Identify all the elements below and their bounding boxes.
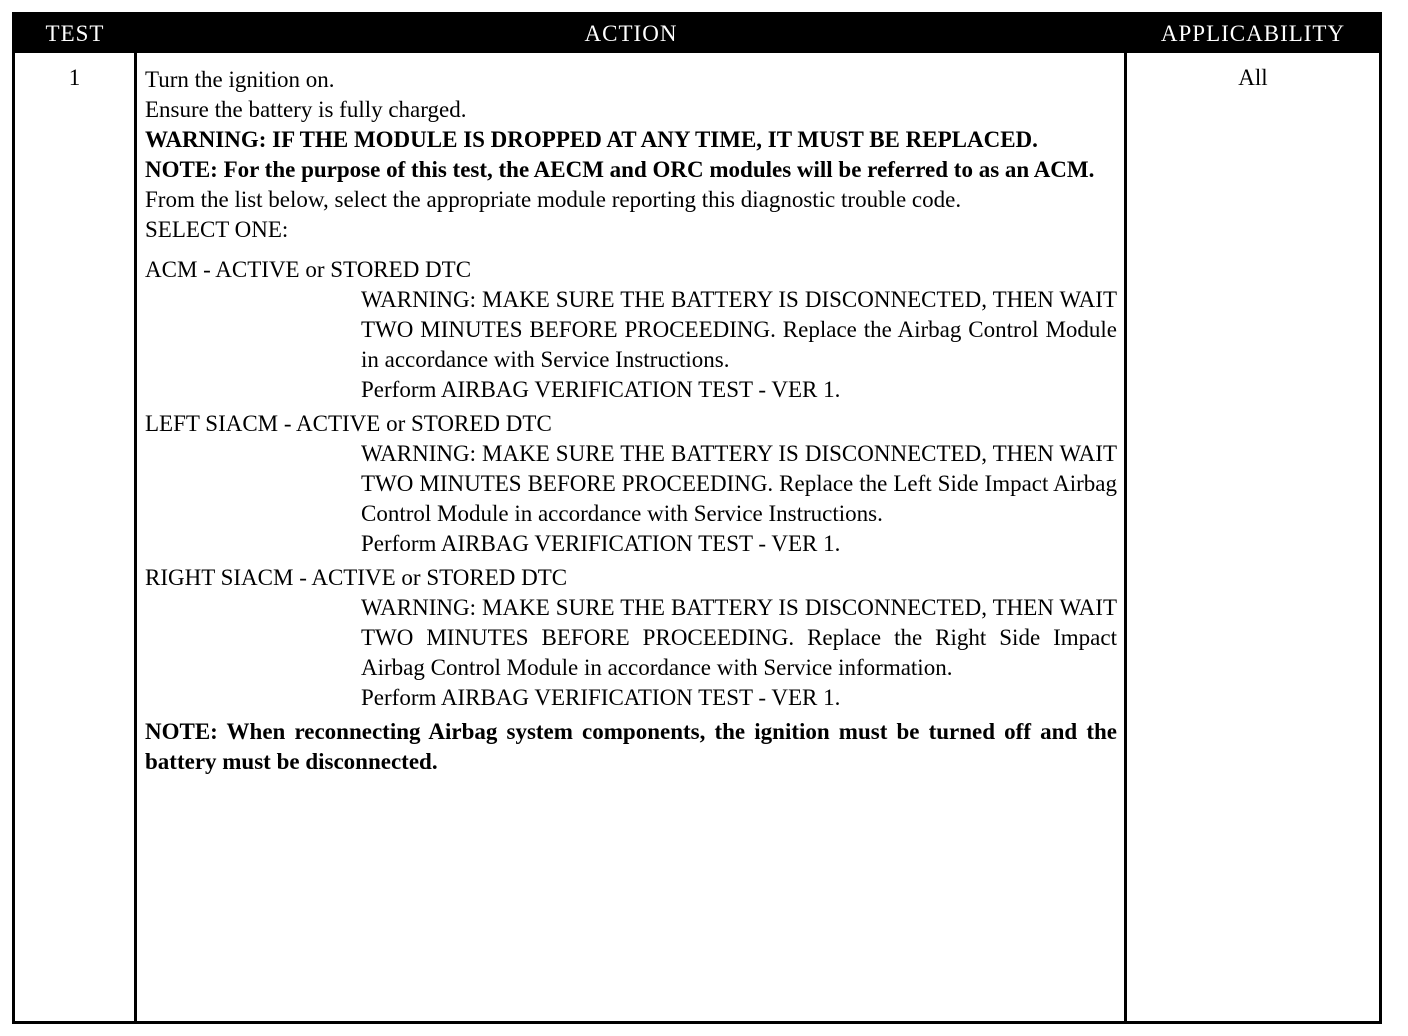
header-applicability: APPLICABILITY bbox=[1160, 21, 1346, 46]
option-body: WARNING: MAKE SURE THE BATTERY IS DISCONNECTED, THEN WAIT TWO MINUTES BEFORE PROCEEDING. Replace the Airbag Control Module in accordance with Service Instructions. bbox=[361, 287, 1117, 372]
header-action: ACTION bbox=[584, 21, 678, 46]
module-warning: WARNING: IF THE MODULE IS DROPPED AT ANY TIME, IT MUST BE REPLACED. bbox=[145, 127, 1038, 152]
option-perform: Perform AIRBAG VERIFICATION TEST - VER 1. bbox=[361, 531, 841, 556]
option-title: RIGHT SIACM - ACTIVE or STORED DTC bbox=[145, 565, 568, 590]
option-perform: Perform AIRBAG VERIFICATION TEST - VER 1. bbox=[361, 377, 841, 402]
action-cell bbox=[145, 65, 1117, 777]
diagnostic-table bbox=[12, 12, 1382, 1024]
header-test: TEST bbox=[45, 21, 105, 46]
option-body: WARNING: MAKE SURE THE BATTERY IS DISCONNECTED, THEN WAIT TWO MINUTES BEFORE PROCEEDING. Replace the Right Side Impact Airbag Control Module in accordance with Service information. bbox=[361, 595, 1117, 680]
column-divider bbox=[134, 53, 137, 1021]
option-body: WARNING: MAKE SURE THE BATTERY IS DISCONNECTED, THEN WAIT TWO MINUTES BEFORE PROCEEDING. Replace the Left Side Impact Airbag Control Module in accordance with Service Instructions. bbox=[361, 441, 1117, 526]
applicability-value: All bbox=[1238, 65, 1268, 90]
test-number: 1 bbox=[68, 65, 81, 90]
step-text: Ensure the battery is fully charged. bbox=[145, 97, 467, 122]
acm-note: NOTE: For the purpose of this test, the AECM and ORC modules will be referred to as an ACM. bbox=[145, 157, 1095, 182]
reconnect-note: NOTE: When reconnecting Airbag system components, the ignition must be turned off and the battery must be disconnected. bbox=[145, 719, 1117, 774]
step-text: Turn the ignition on. bbox=[145, 67, 335, 92]
instruction-text: From the list below, select the appropriate module reporting this diagnostic trouble code. bbox=[145, 187, 962, 212]
option-left-siacm bbox=[145, 409, 1117, 559]
option-acm bbox=[145, 255, 1117, 405]
option-title: LEFT SIACM - ACTIVE or STORED DTC bbox=[145, 411, 552, 436]
select-one: SELECT ONE: bbox=[145, 217, 289, 242]
table-header bbox=[15, 15, 1379, 53]
option-right-siacm bbox=[145, 563, 1117, 713]
column-divider bbox=[1124, 53, 1127, 1021]
option-list bbox=[145, 255, 1117, 713]
option-title: ACM - ACTIVE or STORED DTC bbox=[145, 257, 472, 282]
option-perform: Perform AIRBAG VERIFICATION TEST - VER 1. bbox=[361, 685, 841, 710]
